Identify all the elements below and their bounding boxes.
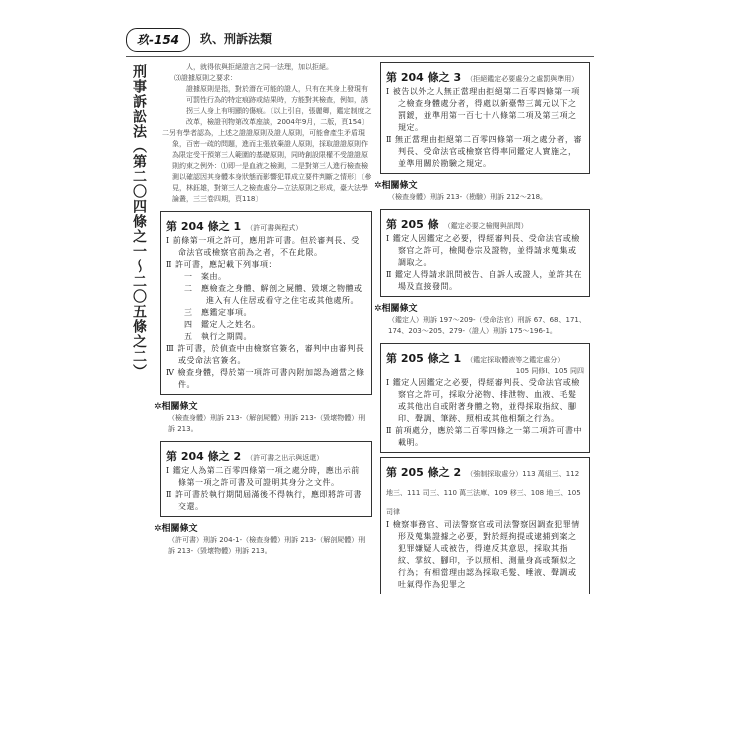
related-articles-heading: ✲相關條文	[154, 524, 198, 534]
article-205-box	[380, 209, 590, 297]
article-number: 第 205 條	[386, 218, 439, 231]
article-number: 第 204 條之 1	[166, 220, 242, 233]
article-paragraph: Ⅱ 前項處分，應於第二百零四條之一第二項許可書中載明。	[386, 426, 582, 447]
article-paragraph: Ⅰ 被告以外之人無正當理由拒絕第二百零四條第一項之檢查身體處分者，得處以新臺幣三萬元以下之罰鍰，並準用第一百七十八條第二項及第三項之規定。	[386, 87, 580, 132]
exam-references: 105 同修Ⅰ、105 同四	[515, 367, 584, 375]
related-articles-text: （鑑定人）刑訴 197～209-（受命法官）刑訴 67、68、171、174、203～205、279-（證人）刑訴 175～196-1。	[388, 316, 586, 335]
header-rule	[126, 56, 594, 57]
article-204-2-box	[160, 441, 372, 517]
related-articles-heading: ✲相關條文	[374, 304, 418, 314]
intro-line: 人，就得依與拒絕證言之同一法理，加以拒絕。	[186, 63, 333, 71]
article-paragraph: Ⅱ 無正當理由拒絕第二百零四條第一項之處分者，審判長、受命法官或檢察官得率同鑑定人實施之，並準用關於勘驗之規定。	[386, 135, 582, 168]
page-number-badge: 玖-154	[126, 28, 190, 52]
article-204-1-box	[160, 211, 372, 395]
article-paragraph: Ⅰ 鑑定人因鑑定之必要，得經審判長、受命法官或檢察官之許可，檢閱卷宗及證物，並得請求蒐集或調取之。	[386, 234, 580, 267]
article-number: 第 204 條之 3	[386, 71, 462, 84]
article-paragraph: Ⅱ 許可書，應記載下列事項：	[166, 260, 277, 269]
related-articles-text: （許可書）刑訴 204-1-（檢查身體）刑訴 213-（解剖屍體）刑訴 213-（毀壞物體）刑訴 213。	[168, 536, 366, 555]
article-item: 五 執行之期間。	[184, 332, 252, 341]
related-articles-heading: ✲相關條文	[154, 402, 198, 412]
article-paragraph: Ⅰ 鑑定人為第二百零四條第一項之處分時，應出示前條第一項之許可書及可證明其身分之文件。	[166, 466, 360, 487]
article-205-2-box	[380, 457, 590, 594]
article-number: 第 204 條之 2	[166, 450, 242, 463]
article-subtitle: （強制採取處分）113 萬組三、112 地三、111 司三、110 萬三法庫、109 移三、108 地三、105 司律	[386, 470, 581, 516]
article-item: 四 鑑定人之姓名。	[184, 320, 261, 329]
article-paragraph: Ⅲ 許可書，於偵查中由檢察官簽名，審判中由審判長或受命法官簽名。	[166, 344, 365, 365]
article-paragraph: Ⅳ 檢查身體，得於第一項許可書內附加認為適當之條件。	[166, 368, 365, 389]
article-item: 三 應鑑定事項。	[184, 308, 252, 317]
related-articles-text: （檢查身體）刑訴 213-（解剖屍體）刑訴 213-（毀壞物體）刑訴 213。	[168, 414, 366, 433]
article-subtitle: （許可書之出示與返還）	[246, 454, 324, 462]
article-subtitle: （許可書與程式）	[246, 224, 303, 232]
article-204-3-box	[380, 62, 590, 174]
related-articles-text: （檢查身體）刑訴 213-（勘驗）刑訴 212～218。	[388, 193, 548, 201]
article-number: 第 205 條之 1	[386, 352, 462, 365]
article-subtitle: （鑑定採取體液等之鑑定處分）	[466, 356, 565, 364]
article-205-1-box	[380, 343, 590, 453]
article-subtitle: （鑑定必要之檢閱與訊問）	[443, 222, 528, 230]
article-paragraph: Ⅱ 鑑定人得請求訊問被告、自訴人或證人，並許其在場及直接發問。	[386, 270, 582, 291]
intro-paragraph: 二另有學者認為，上述之證證原則及證人原則，可能會產生矛盾現象，百密一疏的問題，進而主張放棄證人原則，採取證證原則作為限定受干預第三人範圍的基礎原則，同時創設限權不受證證原則約束之例外：⑴即一是血液之檢測，二是對第三人進行檢查檢測以確認因其身體本身狀態而影響犯罪成立要件判斷之情形〕〔參見，林鈺雄，對第三人之檢查處分—立法原則之形成，臺大法學論叢，三三卷四期，頁118〕	[162, 129, 372, 203]
chapter-title: 玖、刑訴法類	[200, 32, 273, 46]
right-column	[374, 62, 590, 598]
side-running-title: 刑事訴訟法（第二〇四條之一～二〇五條之二）	[131, 64, 147, 379]
article-subtitle: （拒絕鑑定必要處分之處罰與準用）	[466, 75, 579, 83]
related-articles-heading: ✲相關條文	[374, 181, 418, 191]
article-number: 第 205 條之 2	[386, 466, 462, 479]
article-paragraph: Ⅱ 許可書於執行期間屆滿後不得執行，應即將許可書交還。	[166, 490, 362, 511]
intro-heading: ⑶證據原則之要求：	[174, 74, 237, 82]
article-item: 二 應檢查之身體、解剖之屍體、毀壞之物體或進入有人住居或看守之住宅或其他處所。	[184, 284, 363, 305]
article-item: 一 案由。	[184, 272, 227, 281]
article-paragraph: Ⅰ 鑑定人因鑑定之必要，得經審判長、受命法官或檢察官之許可，採取分泌物、排泄物、血液、毛髮或其他出自或附著身體之物，並得採取指紋、腳印、聲調、筆跡、照相或其他相類之行為。	[386, 378, 580, 423]
left-column	[154, 62, 372, 563]
intro-paragraph: 證據原則是指，對於潛在可能的證人，只有在其身上發現有可罰性行為的特定痕跡或結果時，方能對其檢查，例如，誘拐三人身上有明顯的傷痕。〔以上引自，張麗卿，鑑定制度之改革，檢證刊物第改革座談，2004年9月，二版，頁154〕	[186, 85, 372, 126]
article-paragraph: Ⅰ 檢察事務官、司法警察官或司法警察因調查犯罪情形及蒐集證據之必要，對於經拘提或逮捕到案之犯罪嫌疑人或被告，得違反其意思，採取其指紋、掌紋、腳印，予以照相、測量身高或類似之行為；有相當理由認為採取毛髮、唾液、聲調或吐氣得作為犯罪之	[386, 520, 580, 589]
article-paragraph: Ⅰ 前條第一項之許可，應用許可書。但於審判長、受命法官或檢察官前為之者，不在此限。	[166, 236, 360, 257]
